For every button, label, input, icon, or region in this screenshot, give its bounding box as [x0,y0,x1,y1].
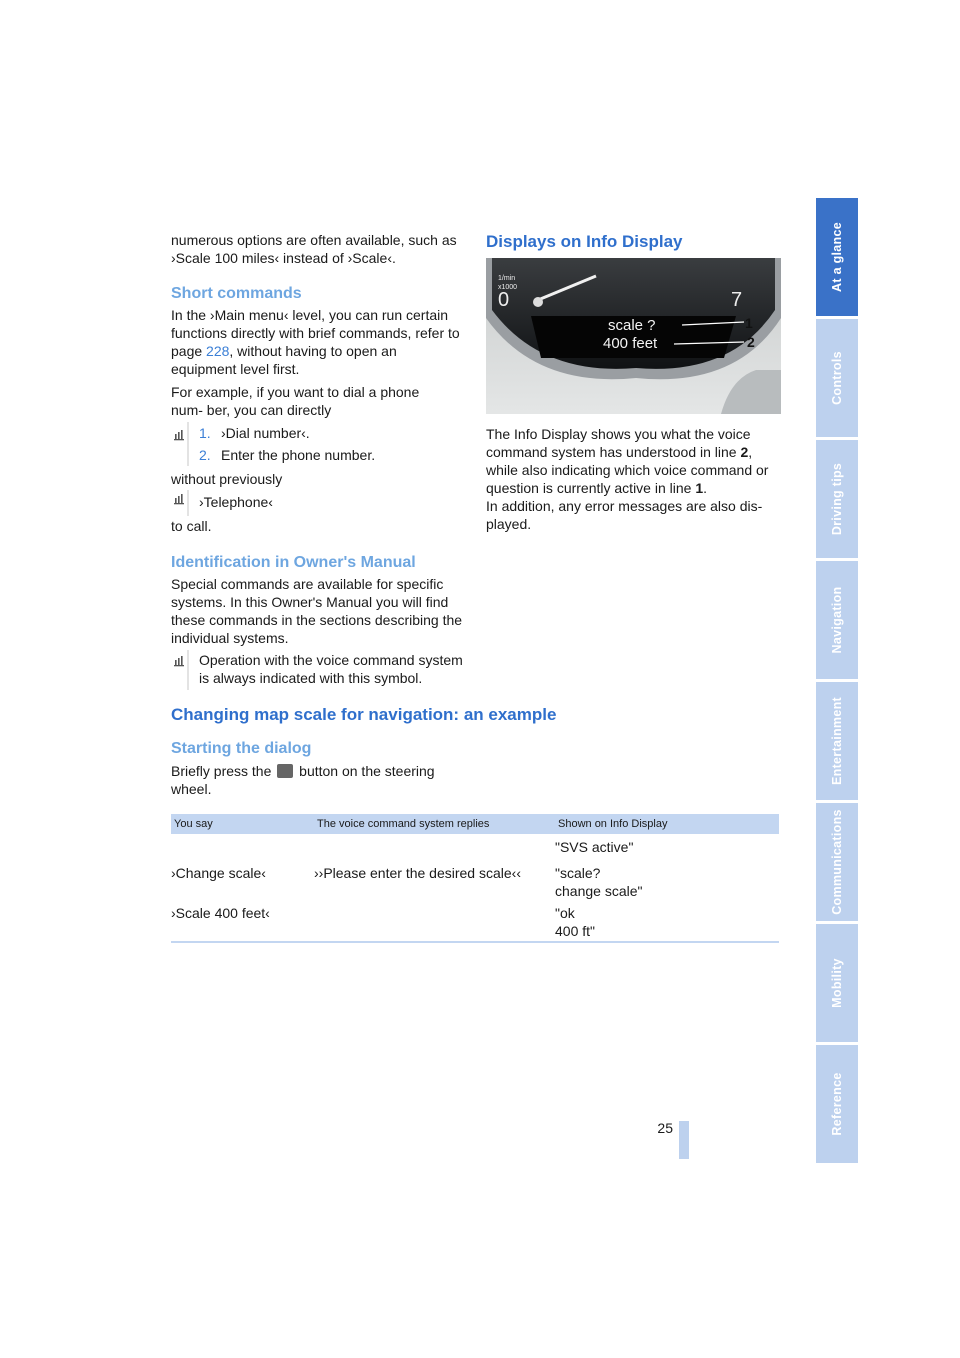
voice-command-icon [172,490,192,516]
tab-reference[interactable]: Reference [816,1045,858,1163]
tab-entertainment[interactable]: Entertainment [816,682,858,800]
starting-dialog-heading: Starting the dialog [171,740,312,757]
tab-mobility[interactable]: Mobility [816,924,858,1042]
step-list [199,424,459,464]
tab-controls[interactable]: Controls [816,319,858,437]
table-row: ›Scale 400 feet‹ "ok 400 ft" [171,905,595,939]
page-number: 25 [657,1120,673,1136]
display-line-1: scale ? [608,317,656,334]
header-you-say: You say [174,818,213,830]
table-bottom-rule [171,941,779,943]
identification-heading: Identification in Owner's Manual [171,554,416,571]
callout-2: 2 [747,334,755,350]
dial-unit-bottom: x1000 [498,284,518,291]
intro-text: numerous options are often available, such as ›Scale 100 miles‹ instead of ›Scale‹. [171,232,457,266]
short-commands-heading: Short commands [171,285,302,302]
tab-at-a-glance[interactable]: At a glance [816,198,858,316]
voice-command-icon [172,650,192,690]
starting-dialog-paragraph: Briefly press the button on the steering wheel. [171,763,435,797]
telephone-command: ›Telephone‹ [199,494,273,510]
table-row: ›Change scale‹ ››Please enter the desired scale‹‹ "scale? change scale" [171,865,643,899]
dial-unit-top: 1/min [498,275,516,282]
tab-communications[interactable]: Communications [816,803,858,921]
header-system-replies: The voice command system replies [317,818,490,830]
display-line-2: 400 feet [603,335,658,352]
to-call-text: to call. [171,518,212,534]
tab-navigation[interactable]: Navigation [816,561,858,679]
tab-driving-tips[interactable]: Driving tips [816,440,858,558]
identification-paragraph: Special commands are available for specific systems. In this Owner's Manual you will find these commands in the sections describing the individual systems. [171,576,463,646]
info-display-photo [486,258,781,414]
info-display-paragraph: The Info Display shows you what the voice command system has understood in line 2, while also indicating which voice command or question is currently active in line 1. In addition, any error messages are also dis- played. [486,426,769,532]
dial-zero: 0 [498,289,510,311]
header-info-display: Shown on Info Display [558,818,668,830]
example-heading: Changing map scale for navigation: an example [171,705,557,724]
info-display-heading: Displays on Info Display [486,232,683,251]
step-2: 2. Enter the phone number. [199,447,376,463]
identification-note: Operation with the voice command system is always indicated with this symbol. [199,652,463,686]
voice-button-icon [277,764,293,778]
without-text: without previously [171,471,283,487]
voice-command-icon [172,422,192,466]
example-paragraph: For example, if you want to dial a phone num- ber, you can directly [171,384,420,418]
table-row: "SVS active" [555,839,634,855]
chapter-tabs [816,198,858,1166]
callout-1: 1 [745,315,753,331]
page-number-bar [679,1121,689,1159]
dial-seven: 7 [731,289,743,311]
page-link[interactable]: 228 [206,343,230,359]
short-commands-paragraph: In the ›Main menu‹ level, you can run certain functions directly with brief commands, refer to page 228, without having to open an equipment level first. [171,307,460,377]
dialog-table [171,814,779,942]
table-header [171,814,779,834]
step-1: 1. ›Dial number‹. [199,425,310,441]
